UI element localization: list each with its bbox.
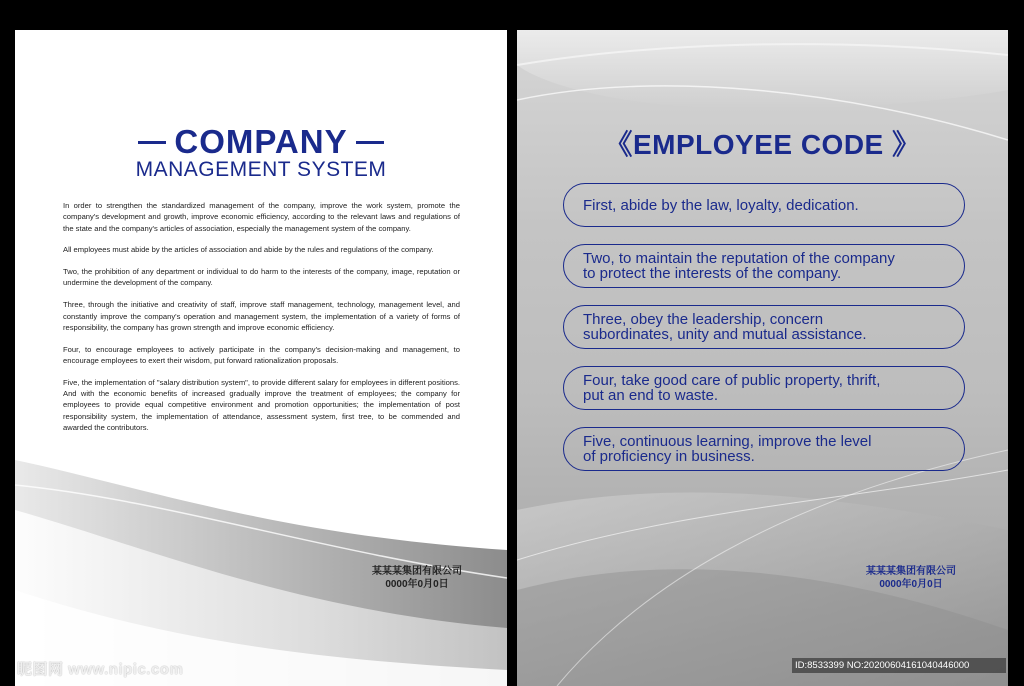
footer-date: 0000年0月0日 (879, 579, 943, 590)
paragraph: Two, the prohibition of any department or individual to do harm to the interests of the company, image, reputation or undermine the development of the company. (63, 267, 460, 288)
code-item-line: put an end to waste. (583, 387, 719, 404)
code-item-line: Two, to maintain the reputation of the company (583, 250, 895, 267)
footer-company: 某某某集团有限公司 (372, 566, 462, 577)
code-item-line: Five, continuous learning, improve the level (583, 433, 872, 450)
page-title: COMPANY (174, 123, 348, 160)
code-item (563, 183, 965, 227)
code-item-line: Three, obey the leadership, concern (583, 311, 824, 328)
code-item (563, 427, 965, 471)
paragraph: Three, through the initiative and creativity of staff, improve staff management, technology, management level, and constantly improve the company's operation and management system, the implementation of a variety of forms of responsibility, the company has grown strength and improve economic efficiency. (63, 300, 460, 332)
right-footer (837, 565, 985, 591)
code-item (563, 244, 965, 288)
page-title: 《EMPLOYEE CODE 》 (604, 129, 921, 160)
paragraph: Four, to encourage employees to actively participate in the company's decision-making and management, to encourage employees to exert their wisdom, put forward rationalization proposals. (63, 344, 460, 365)
code-item-line: subordinates, unity and mutual assistance. (583, 326, 867, 343)
code-item-line: of proficiency in business. (583, 448, 755, 465)
code-item (563, 305, 965, 349)
code-item (563, 366, 965, 410)
paragraph: In order to strengthen the standardized management of the company, improve the work system, promote the company's development and growth, improve economic efficiency, according to the relevant laws and regulations of the state and the company's articles of association, especially the management system of the company. (63, 201, 460, 233)
code-item-line: First, abide by the law, loyalty, dedication. (583, 196, 859, 214)
title-dash-right (356, 141, 384, 144)
page-subtitle: MANAGEMENT SYSTEM (135, 158, 387, 181)
image-id-watermark: ID:8533399 NO:20200604161040446000 (792, 658, 1006, 673)
code-item-line: Four, take good care of public property, thrift, (583, 372, 881, 389)
paragraph: Five, the implementation of "salary distribution system", to provide different salary for employees in different positions. And with the economic benefits of increased gradually improve the treatment of employees; the company for employees to provide equal competitive environment and promotion opportunities; the implementation of post responsibility system, the implementation of attendance, assessment system, first tree, to be commended and awarded the contributors. (63, 377, 460, 432)
code-item-line: to protect the interests of the company. (583, 265, 842, 282)
footer-company: 某某某集团有限公司 (866, 566, 956, 577)
paragraph: All employees must abide by the articles of association and abide by the rules and regulations of the company. (63, 245, 434, 255)
title-dash-left (138, 141, 166, 144)
left-footer (347, 565, 487, 591)
footer-date: 0000年0月0日 (385, 579, 449, 590)
title-row (15, 124, 507, 160)
company-management-page (15, 30, 507, 686)
nipic-watermark: 昵图网 www.nipic.com (17, 661, 184, 678)
employee-code-page (517, 30, 1008, 686)
body-text (63, 200, 460, 444)
